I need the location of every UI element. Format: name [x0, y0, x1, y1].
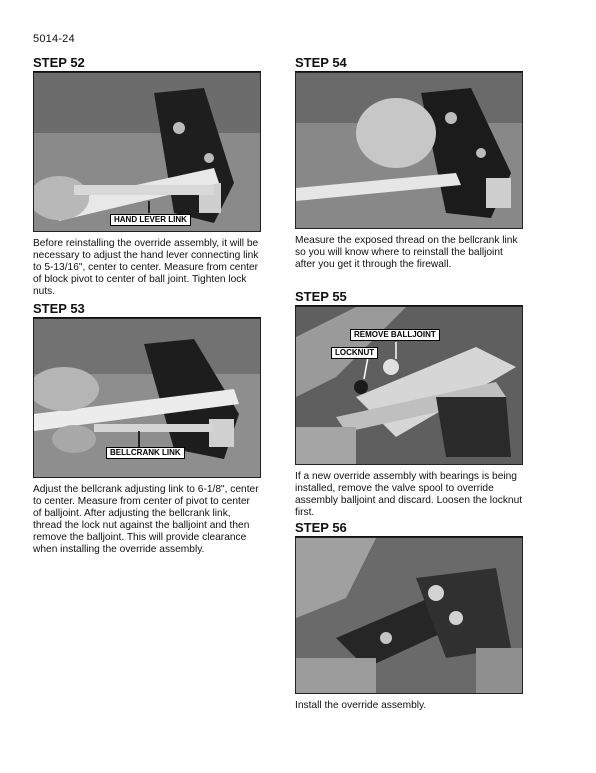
step-54-title: STEP 54: [295, 56, 523, 72]
step-53-caption: Adjust the bellcrank adjusting link to 6-1/8", center to center. Measure from center of pivot to center of balljoint. After adjusting the bellcrank link, thread the lock nut against the balljoint and then remove the balljoint. This will provide clearance when installing the override assembly.: [33, 484, 259, 555]
step-55-caption: If a new override assembly with bearings is being installed, remove the valve spool to override assembly balljoint and discard. Loosen the locknut first.: [295, 471, 523, 518]
step-56-caption: Install the override assembly.: [295, 700, 427, 711]
step-54-caption: Measure the exposed thread on the bellcrank link so you will know where to reinstall the balljoint after you get it through the firewall.: [295, 235, 518, 270]
step-54-illustration: [296, 73, 522, 228]
callout-locknut: LOCKNUT: [331, 347, 378, 359]
callout-hand-lever-link: HAND LEVER LINK: [110, 214, 191, 226]
step-53: [33, 302, 261, 556]
step-55-title: STEP 55: [295, 290, 523, 306]
step-54-photo: [295, 72, 523, 229]
step-56-illustration: [296, 538, 522, 693]
step-52-title: STEP 52: [33, 56, 261, 72]
step-54: [295, 56, 523, 271]
callout-remove-balljoint: REMOVE BALLJOINT: [350, 329, 440, 341]
step-53-photo: [33, 318, 261, 478]
step-55-photo: [295, 306, 523, 465]
step-56-title: STEP 56: [295, 521, 523, 537]
step-56-photo: [295, 537, 523, 694]
page-number: 5014-24: [33, 33, 75, 45]
step-53-title: STEP 53: [33, 302, 261, 318]
callout-bellcrank-link: BELLCRANK LINK: [106, 447, 185, 459]
step-56: [295, 521, 523, 712]
step-52: [33, 56, 261, 298]
step-52-photo: [33, 72, 261, 232]
step-52-illustration: [34, 73, 260, 231]
step-52-caption: Before reinstalling the override assembly, it will be necessary to adjust the hand lever connecting link to 5-13/16", center to center. Measure from center of block pivot to center of ball joint. Tighten lock nuts.: [33, 238, 259, 297]
step-55: [295, 290, 523, 519]
